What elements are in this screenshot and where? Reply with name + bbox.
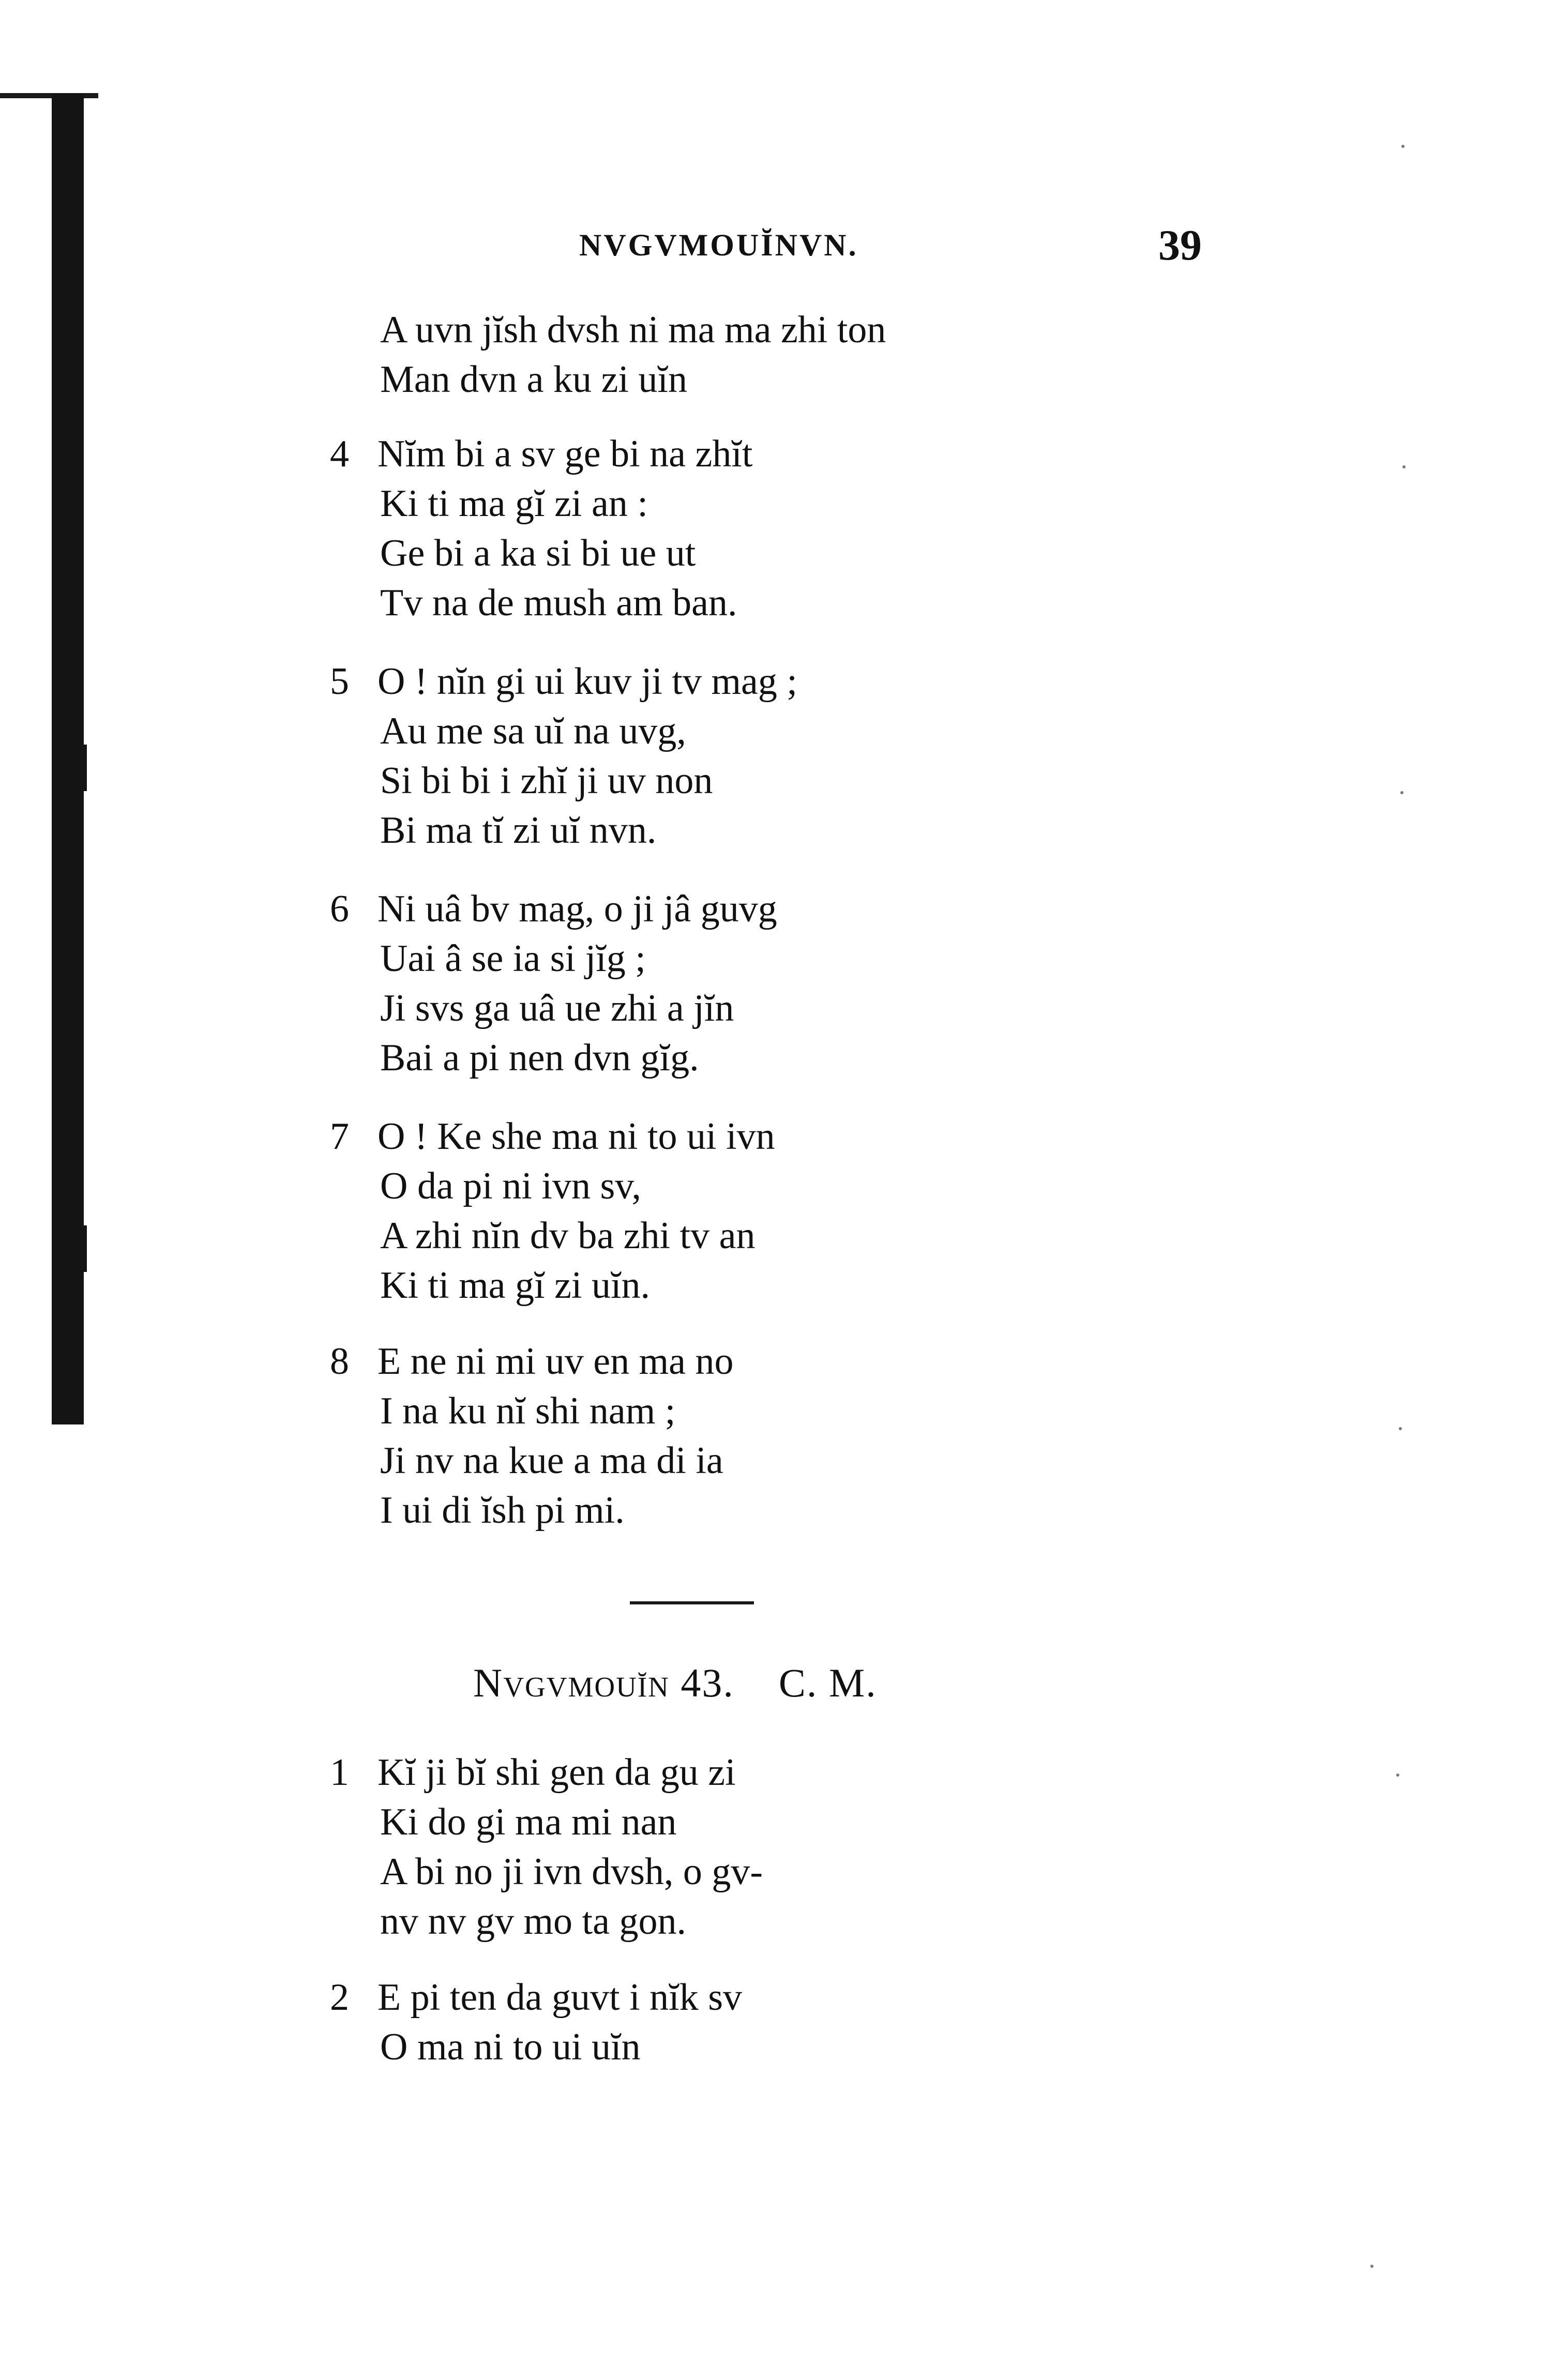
stanza-number: 8: [330, 1340, 349, 1383]
verse-line: 7 O ! Ke she ma ni to ui ivn: [0, 1112, 1541, 1161]
verse-line: Man dvn a ku zi uĭn: [380, 358, 687, 401]
scan-speck: [1399, 1427, 1402, 1430]
hymn-heading: [473, 1660, 877, 1706]
verse-line: Ki do gi ma mi nan: [380, 1801, 677, 1843]
verse-line: Ji nv na kue a ma di ia: [380, 1439, 723, 1482]
stanza-number: 1: [330, 1751, 349, 1794]
verse-line: 2 E pi ten da guvt i nĭk sv: [0, 1973, 1541, 2022]
verse-line: 1 Kĭ ji bĭ shi gen da gu zi: [0, 1748, 1541, 1797]
scan-speck: [1370, 2265, 1373, 2268]
page-number: 39: [1158, 221, 1202, 269]
hymn-number: 43.: [681, 1660, 734, 1705]
stanza-number: 2: [330, 1976, 349, 2019]
verse-line: 5 O ! nĭn gi ui kuv ji tv mag ;: [0, 657, 1541, 706]
hymn-title: Nvgvmouĭn: [473, 1660, 670, 1705]
verse-line: nv nv gv mo ta gon.: [380, 1900, 686, 1943]
stanza: [0, 657, 1541, 855]
stanza-number: 7: [330, 1115, 349, 1158]
verse-line: Si bi bi i zhĭ ji uv non: [380, 760, 713, 802]
stanza: [0, 1337, 1541, 1535]
verse-line: O da pi ni ivn sv,: [380, 1165, 641, 1207]
stanza-number: 6: [330, 888, 349, 930]
running-head: NVGVMOUĬNVN.: [579, 228, 858, 262]
verse-line: O ma ni to ui uĭn: [380, 2026, 641, 2068]
verse-line: A uvn jĭsh dvsh ni ma ma zhi ton: [380, 309, 886, 351]
scan-speck: [1400, 791, 1403, 794]
stanza-number: 4: [330, 433, 349, 475]
verse-line: Ki ti ma gĭ zi uĭn.: [380, 1264, 651, 1307]
verse-line: 4 Nĭm bi a sv ge bi na zhĭt: [0, 429, 1541, 479]
verse-line: Ge bi a ka si bi ue ut: [380, 532, 696, 574]
stanza: [0, 1112, 1541, 1310]
stanza-number: 5: [330, 660, 349, 703]
stanza: [0, 305, 1541, 404]
scan-speck: [1402, 465, 1406, 468]
verse-line: I ui di ĭsh pi mi.: [380, 1489, 625, 1532]
verse-line: Tv na de mush am ban.: [380, 582, 737, 624]
verse-line: A bi no ji ivn dvsh, o gv-: [380, 1851, 763, 1893]
verse-line: Bi ma tĭ zi uĭ nvn.: [380, 809, 657, 852]
verse-line: Ji svs ga uâ ue zhi a jĭn: [380, 987, 734, 1029]
verse-line: Bai a pi nen dvn gĭg.: [380, 1037, 699, 1079]
stanza: [0, 884, 1541, 1083]
page-header: [0, 221, 1541, 279]
stanza: [0, 1748, 1541, 1946]
stanza: [0, 1973, 1541, 2072]
section-divider: [630, 1601, 754, 1604]
verse-line: I na ku nĭ shi nam ;: [380, 1390, 676, 1432]
verse-line: Ki ti ma gĭ zi an :: [380, 482, 648, 525]
verse-line: Uai â se ia si jĭg ;: [380, 937, 646, 980]
scan-speck: [1396, 1773, 1399, 1777]
verse-line: 8 E ne ni mi uv en ma no: [0, 1337, 1541, 1386]
verse-line: A zhi nĭn dv ba zhi tv an: [380, 1215, 756, 1257]
stanza: [0, 429, 1541, 628]
verse-line: Au me sa uĭ na uvg,: [380, 710, 686, 752]
hymn-meter: C. M.: [778, 1660, 877, 1705]
verse-line: 6 Ni uâ bv mag, o ji jâ guvg: [0, 884, 1541, 934]
scan-speck: [1401, 145, 1404, 148]
